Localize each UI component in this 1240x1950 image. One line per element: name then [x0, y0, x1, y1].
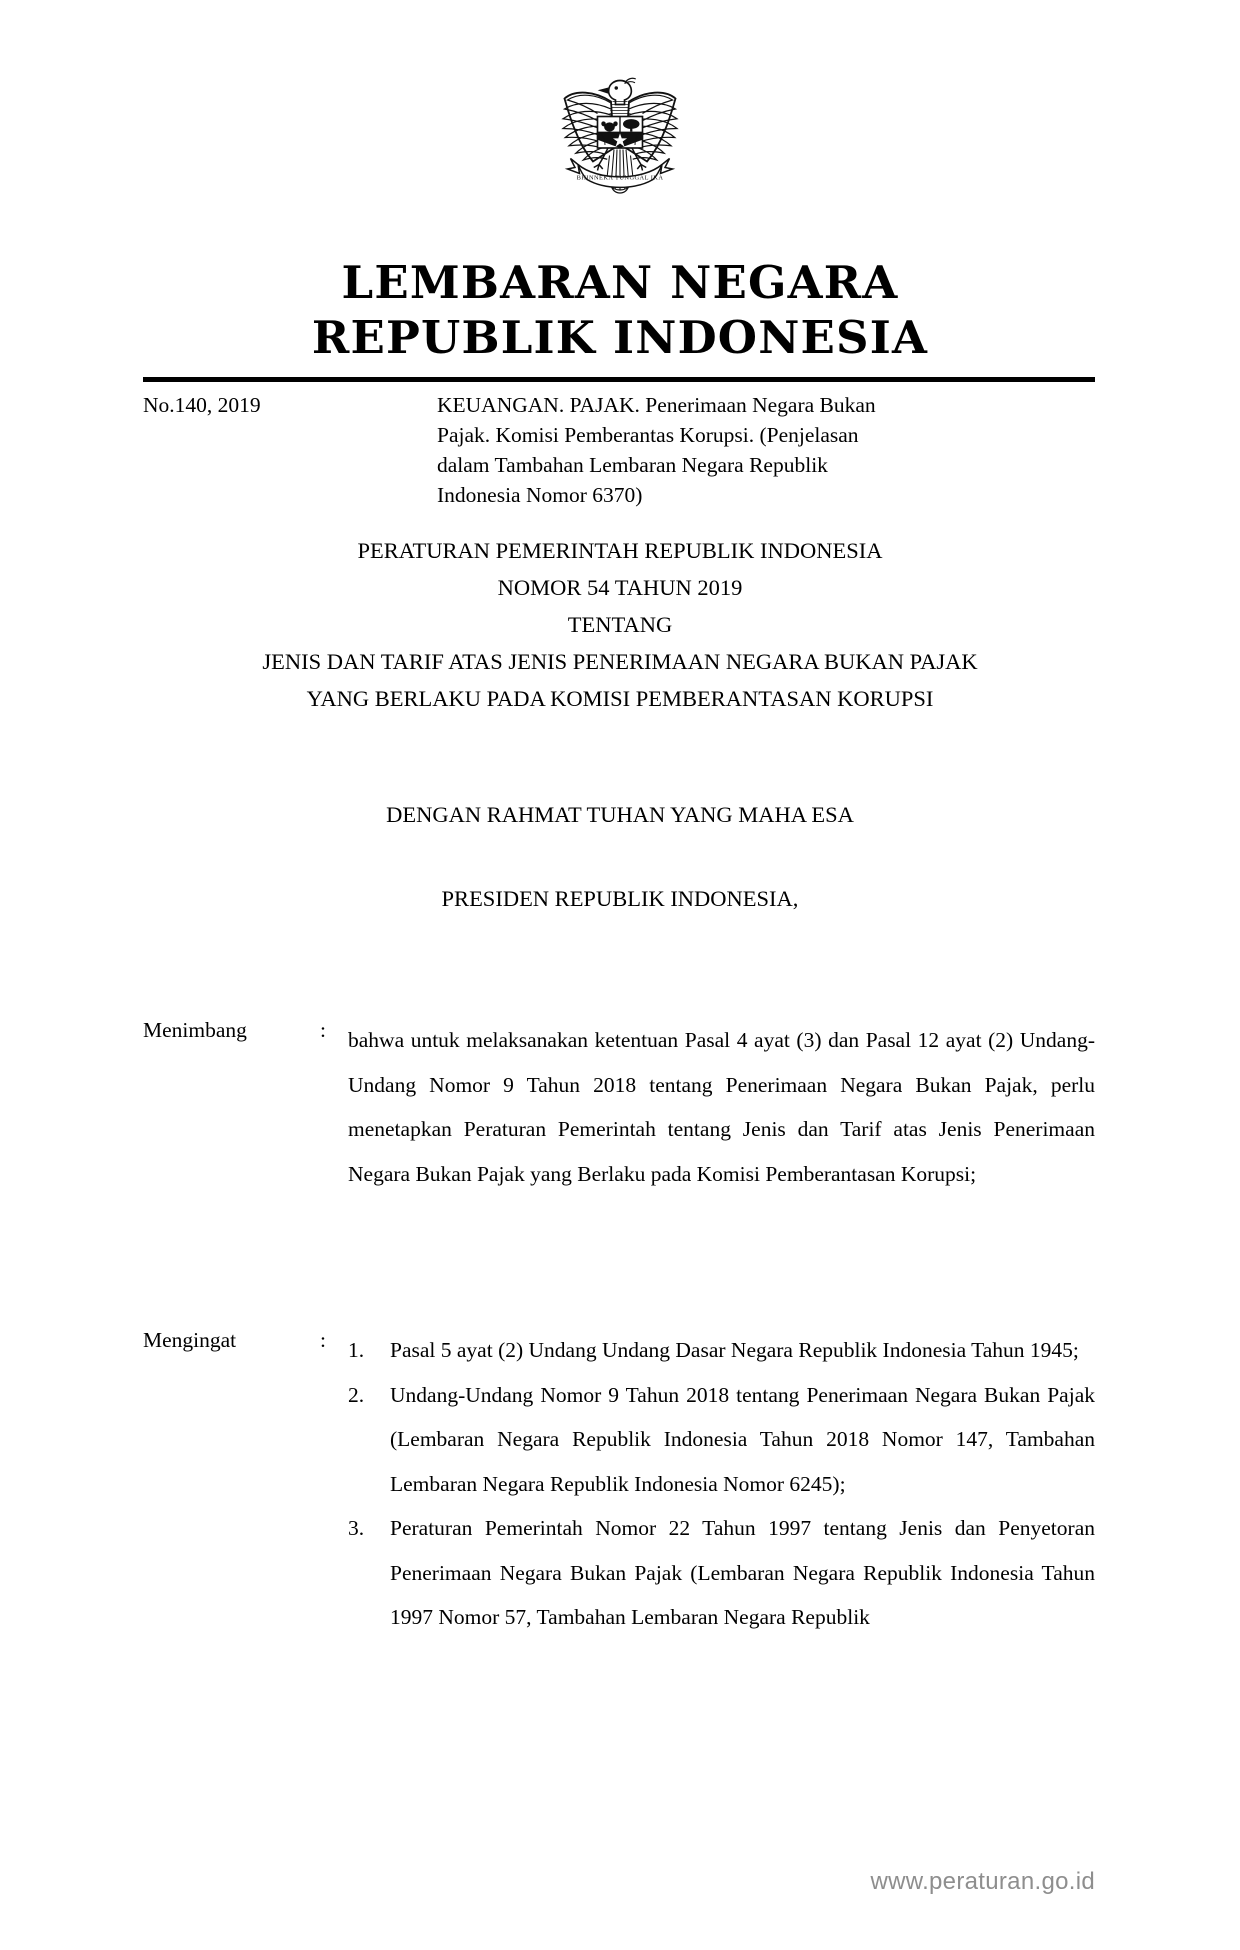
gazette-subject [437, 390, 1095, 510]
gazette-subject-line: dalam Tambahan Lembaran Negara Republik [437, 453, 828, 477]
clause-body-menimbang [348, 1018, 1095, 1196]
clause-body-mengingat [348, 1328, 1095, 1640]
clause-mengingat [143, 1328, 1095, 1640]
clause-label-menimbang: Menimbang [143, 1018, 247, 1042]
list-item-text: Peraturan Pemerintah Nomor 22 Tahun 1997 tentang Jenis dan Penyetoran Penerimaan Negara Bukan Pajak (Lembaran Negara Republik Indonesia Tahun 1997 Nomor 57, Tambahan Lembaran Negara Republik [390, 1516, 1095, 1629]
emblem-container [0, 58, 1240, 213]
clause-paragraph: bahwa untuk melaksanakan ketentuan Pasal 4 ayat (3) dan Pasal 12 ayat (2) Undang-Undang Nomor 9 Tahun 2018 tentang Penerimaan Negara Bukan Pajak, perlu menetapkan Peraturan Pemerintah tentang Jenis dan Tarif atas Jenis Penerimaan Negara Bukan Pajak yang Berlaku pada Komisi Pemberantasan Korupsi; [348, 1028, 1095, 1186]
svg-text:BHINNEKA TUNGGAL IKA: BHINNEKA TUNGGAL IKA [576, 174, 664, 182]
gazette-subject-line: Pajak. Komisi Pemberantas Korupsi. (Penjelasan [437, 423, 859, 447]
list-item-number: 3. [348, 1516, 365, 1540]
list-item [348, 1506, 1095, 1640]
regulation-title-block [0, 532, 1240, 717]
mengingat-list [348, 1328, 1095, 1640]
clause-label-mengingat: Mengingat [143, 1328, 237, 1352]
list-item-text: Undang-Undang Nomor 9 Tahun 2018 tentang Penerimaan Negara Bukan Pajak (Lembaran Negara Republik Indonesia Tahun 2018 Nomor 147, Tambahan Lembaran Negara Republik Indonesia Nomor 6245); [390, 1382, 1095, 1496]
footer-watermark: www.peraturan.go.id [870, 1868, 1095, 1895]
clause-colon-mengingat: : [320, 1328, 326, 1352]
list-item [348, 1373, 1095, 1507]
title-line-authority: PERATURAN PEMERINTAH REPUBLIK INDONESIA [357, 538, 883, 563]
clause-menimbang [143, 1018, 1095, 1196]
gazette-subject-line: Indonesia Nomor 6370) [437, 483, 643, 507]
list-item-text: Pasal 5 ayat (2) Undang Undang Dasar Negara Republik Indonesia Tahun 1945; [390, 1338, 1079, 1362]
president-line: PRESIDEN REPUBLIK INDONESIA, [441, 886, 799, 911]
header-divider [143, 377, 1095, 382]
list-item [348, 1328, 1095, 1373]
clause-colon-menimbang: : [320, 1018, 326, 1042]
title-line-number: NOMOR 54 TAHUN 2019 [497, 575, 743, 600]
title-line-subject-1: JENIS DAN TARIF ATAS JENIS PENERIMAAN NEGARA BUKAN PAJAK [262, 649, 978, 674]
gazette-number: No.140, 2019 [143, 393, 261, 417]
list-item-number: 2. [348, 1382, 365, 1407]
masthead [0, 255, 1240, 365]
title-line-subject-2: YANG BERLAKU PADA KOMISI PEMBERANTASAN KORUPSI [306, 686, 934, 711]
masthead-line-2: REPUBLIK INDONESIA [311, 311, 929, 364]
list-item-number: 1. [348, 1338, 365, 1362]
masthead-line-1: LEMBARAN NEGARA [341, 256, 899, 309]
gazette-subject-line: KEUANGAN. PAJAK. Penerimaan Negara Bukan [437, 393, 876, 417]
header-citation-block [143, 390, 1095, 510]
garuda-pancasila-emblem [545, 58, 695, 208]
invocation-line: DENGAN RAHMAT TUHAN YANG MAHA ESA [386, 802, 854, 827]
title-line-tentang: TENTANG [567, 612, 673, 637]
